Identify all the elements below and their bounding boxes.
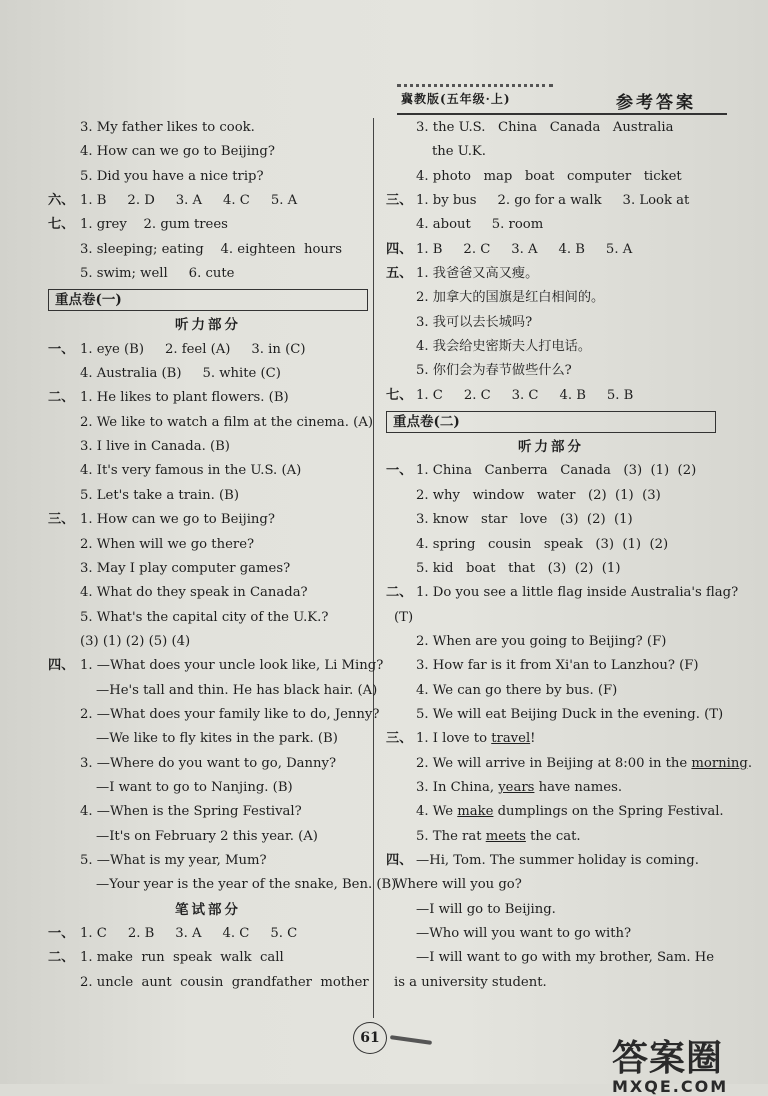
answer-line xyxy=(386,606,716,630)
answer-text: 2. 加拿大的国旗是红白相间的。 xyxy=(416,290,605,306)
answer-line xyxy=(48,165,368,189)
question-number: 五、 xyxy=(386,266,413,282)
answer-text: ! xyxy=(530,731,536,747)
answer-text: 3. 我可以去长城吗? xyxy=(416,314,533,330)
answer-line xyxy=(48,459,368,483)
answer-line xyxy=(386,581,739,605)
answer-text: —It's on February 2 this year. (A) xyxy=(96,828,318,844)
answer-text: —Who will you want to go with? xyxy=(416,926,632,941)
left-column xyxy=(48,116,397,995)
answer-text: 4. Australia (B) 5. white (C) xyxy=(80,366,281,382)
answer-text: is a university student. xyxy=(394,974,547,990)
answer-text: 5. Did you have a nice trip? xyxy=(80,168,264,184)
question-number: 三、 xyxy=(48,512,75,528)
answer-line xyxy=(386,359,716,383)
answer-text: 4. photo map boat computer ticket xyxy=(416,168,682,184)
underlined-answer: make xyxy=(457,804,494,820)
answer-text: the cat. xyxy=(525,828,581,844)
answer-line xyxy=(386,311,716,335)
answer-text: 5. swim; well 6. cute xyxy=(80,266,235,282)
answer-text: 2. uncle aunt cousin grandfather mother xyxy=(80,974,369,990)
answer-line xyxy=(386,286,716,310)
answer-text: 1. by bus 2. go for a walk 3. Look at xyxy=(416,193,690,209)
answer-text: 4. We xyxy=(416,804,458,820)
answer-text: 1. C 2. B 3. A 4. C 5. C xyxy=(80,926,298,941)
right-column xyxy=(386,116,753,995)
underlined-answer: morning xyxy=(691,755,748,771)
edition-label: 冀教版(五年级·上) xyxy=(401,92,511,106)
subsection-heading: 笔试部分 xyxy=(175,901,241,918)
answer-line xyxy=(48,116,368,140)
answer-text: —He's tall and thin. He has black hair. (A) xyxy=(96,682,378,698)
answer-text: 1. eye (B) 2. feel (A) 3. in (C) xyxy=(80,341,306,357)
answer-line xyxy=(386,508,716,532)
answer-line xyxy=(48,140,368,164)
edition-header xyxy=(397,84,553,112)
answer-line xyxy=(386,262,716,286)
answer-line xyxy=(48,362,368,386)
answer-line xyxy=(386,825,716,849)
answer-line xyxy=(48,679,378,703)
answer-text: 2. We like to watch a film at the cinema. (A) xyxy=(80,414,373,430)
answer-line xyxy=(386,776,716,800)
answer-text: 5. —What is my year, Mum? xyxy=(80,852,267,868)
underlined-answer: years xyxy=(498,779,535,795)
answer-text: 2. When will we go there? xyxy=(80,536,255,552)
question-number: 七、 xyxy=(48,217,75,233)
answer-text: 2. —What does your family like to do, Jenny? xyxy=(80,706,380,722)
answer-text: (3) (1) (2) (5) (4) xyxy=(80,633,191,649)
answer-line xyxy=(386,165,716,189)
answer-line xyxy=(48,873,397,897)
question-number: 六、 xyxy=(48,193,75,209)
answer-line xyxy=(386,922,716,946)
question-number: 二、 xyxy=(48,390,75,406)
question-number: 四、 xyxy=(386,241,413,257)
answer-text: 5. What's the capital city of the U.K.? xyxy=(80,609,329,625)
answer-line xyxy=(386,946,716,970)
answer-line xyxy=(48,484,368,508)
question-number: 四、 xyxy=(48,658,75,674)
answer-line xyxy=(386,484,716,508)
answer-text: 5. The rat xyxy=(416,828,486,844)
answer-line xyxy=(386,557,716,581)
question-number: 一、 xyxy=(386,463,413,479)
question-number: 三、 xyxy=(386,193,413,209)
watermark-url: MXQE.COM xyxy=(612,1077,729,1096)
answer-line xyxy=(48,533,368,557)
answer-text: 2. When are you going to Beijing? (F) xyxy=(416,633,667,649)
answer-line xyxy=(48,386,368,410)
answer-line xyxy=(48,922,368,946)
answer-line xyxy=(386,238,716,262)
answer-text: —I want to go to Nanjing. (B) xyxy=(96,779,293,795)
underlined-answer: travel xyxy=(491,731,531,747)
watermark xyxy=(612,1030,728,1096)
answer-text: 3. —Where do you want to go, Danny? xyxy=(80,755,337,771)
answer-text: 4. about 5. room xyxy=(416,217,544,233)
answer-line xyxy=(386,800,724,824)
question-number: 二、 xyxy=(48,950,75,966)
answer-line xyxy=(48,800,368,824)
answer-line xyxy=(386,703,724,727)
answer-text: 3. know star love (3) (2) (1) xyxy=(416,512,633,528)
answer-text: 4. spring cousin speak (3) (1) (2) xyxy=(416,536,669,552)
answer-line xyxy=(48,654,384,678)
answer-line xyxy=(386,140,716,164)
answer-text: 3. sleeping; eating 4. eighteen hours xyxy=(80,241,342,257)
answer-line xyxy=(386,752,753,776)
answer-line xyxy=(386,533,716,557)
answer-text: 5. Let's take a train. (B) xyxy=(80,487,239,503)
answer-text: 5. kid boat that (3) (2) (1) xyxy=(416,560,621,576)
question-number: 二、 xyxy=(386,585,413,601)
answer-text: 3. the U.S. China Canada Australia xyxy=(416,120,674,135)
answer-line xyxy=(386,654,716,678)
answer-line xyxy=(386,898,716,922)
answer-text: 3. In China, xyxy=(416,779,499,795)
answer-line xyxy=(386,849,716,873)
answer-text: 1. C 2. C 3. C 4. B 5. B xyxy=(416,387,634,403)
answer-text: 2. why window water (2) (1) (3) xyxy=(416,487,661,503)
answer-line xyxy=(48,411,373,435)
answer-line xyxy=(48,338,368,362)
page-title: 参考答案 xyxy=(616,93,696,113)
question-number: 一、 xyxy=(48,926,75,941)
answer-line xyxy=(48,189,368,213)
answer-text: 3. My father likes to cook. xyxy=(80,120,255,135)
answer-text: 5. 你们会为春节做些什么? xyxy=(416,363,572,379)
answer-text: 1. China Canberra Canada (3) (1) (2) xyxy=(416,463,697,479)
answer-line xyxy=(386,873,716,897)
answer-line xyxy=(48,971,368,995)
answer-text: 5. We will eat Beijing Duck in the evening. (T) xyxy=(416,706,724,722)
answer-text: —Your year is the year of the snake, Ben. (B) xyxy=(96,877,397,893)
question-number: 一、 xyxy=(48,341,75,357)
answer-text: 1. Do you see a little flag inside Australia's flag? xyxy=(416,585,739,601)
answer-text: 3. May I play computer games? xyxy=(80,560,291,576)
answer-line xyxy=(48,752,368,776)
answer-line xyxy=(48,630,368,654)
answer-line xyxy=(48,703,380,727)
answer-text: 4. What do they speak in Canada? xyxy=(80,585,308,601)
answer-line xyxy=(386,679,716,703)
answer-text: —I will want to go with my brother, Sam. He xyxy=(416,950,715,966)
subsection-heading: 听力部分 xyxy=(518,439,584,456)
answer-line xyxy=(386,189,716,213)
answer-text: 1. I love to xyxy=(416,731,492,747)
answer-text: have names. xyxy=(534,779,623,795)
page-number: 61 xyxy=(353,1022,387,1054)
header-rule xyxy=(397,113,727,115)
answer-line xyxy=(48,557,368,581)
answer-text: dumplings on the Spring Festival. xyxy=(493,804,724,820)
answer-text: 1. —What does your uncle look like, Li Ming? xyxy=(80,658,384,674)
answer-text: 4. How can we go to Beijing? xyxy=(80,144,275,160)
answer-text: 3. I live in Canada. (B) xyxy=(80,439,230,455)
answer-text: —I will go to Beijing. xyxy=(416,901,556,917)
answer-line xyxy=(48,213,368,237)
answer-text: 4. We can go there by bus. (F) xyxy=(416,682,618,698)
watermark-logo: 答案圈 xyxy=(612,1038,724,1079)
answer-line xyxy=(48,581,368,605)
answer-text: 1. How can we go to Beijing? xyxy=(80,512,275,528)
section-title: 重点卷(一) xyxy=(48,289,368,311)
question-number: 七、 xyxy=(386,387,413,403)
answer-line xyxy=(48,727,368,751)
answer-text: 4. —When is the Spring Festival? xyxy=(80,804,302,820)
question-number: 三、 xyxy=(386,731,413,747)
pen-decoration xyxy=(390,1035,432,1045)
answer-line xyxy=(386,971,716,995)
answer-text: 2. We will arrive in Beijing at 8:00 in the xyxy=(416,755,692,771)
answer-text: 1. He likes to plant flowers. (B) xyxy=(80,390,289,406)
answer-line xyxy=(48,435,368,459)
answer-text: 1. grey 2. gum trees xyxy=(80,217,228,233)
answer-line xyxy=(48,606,368,630)
subsection-heading: 听力部分 xyxy=(175,317,241,334)
answer-text: Where will you go? xyxy=(394,877,522,893)
answer-line xyxy=(386,630,716,654)
answer-line xyxy=(48,946,368,970)
answer-text: . xyxy=(747,755,753,771)
answer-text: 1. B 2. C 3. A 4. B 5. A xyxy=(416,241,633,257)
answer-line xyxy=(386,727,716,751)
answer-text: 4. It's very famous in the U.S. (A) xyxy=(80,463,302,479)
answer-text: (T) xyxy=(394,609,414,625)
answer-text: —Hi, Tom. The summer holiday is coming. xyxy=(416,852,699,868)
answer-line xyxy=(386,459,716,483)
answer-text: 4. 我会给史密斯夫人打电话。 xyxy=(416,339,592,355)
answer-line xyxy=(386,213,716,237)
answer-text: —We like to fly kites in the park. (B) xyxy=(96,731,338,747)
answer-line xyxy=(48,776,368,800)
answer-line xyxy=(48,508,368,532)
answer-line xyxy=(48,262,368,286)
answer-text: 3. How far is it from Xi'an to Lanzhou? (F) xyxy=(416,658,699,674)
answer-line xyxy=(48,825,368,849)
answer-text: 1. 我爸爸又高又瘦。 xyxy=(416,266,539,282)
answer-text: the U.K. xyxy=(432,144,486,160)
answer-text: 1. make run speak walk call xyxy=(80,950,284,966)
answer-line xyxy=(386,335,716,359)
section-title: 重点卷(二) xyxy=(386,411,716,433)
answer-line xyxy=(48,238,368,262)
underlined-answer: meets xyxy=(485,828,526,844)
question-number: 四、 xyxy=(386,852,413,868)
answer-line xyxy=(48,849,368,873)
answer-line xyxy=(386,384,716,408)
answer-text: 1. B 2. D 3. A 4. C 5. A xyxy=(80,193,298,209)
answer-line xyxy=(386,116,716,140)
